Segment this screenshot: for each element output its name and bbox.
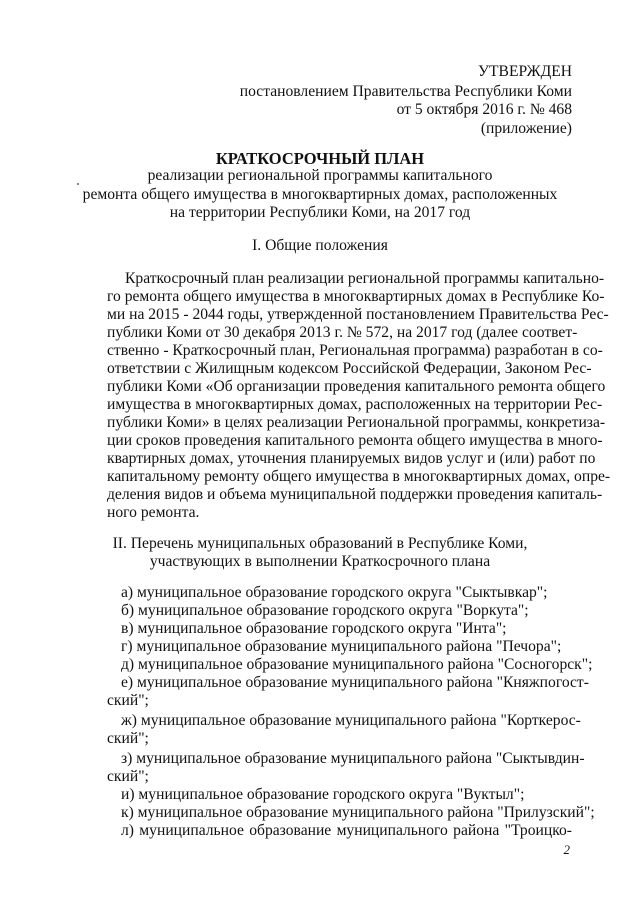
list-item-g: г) муниципальное образование муниципального района "Печора"; <box>121 638 562 655</box>
list-item-zh: ж) муниципальное образование муниципального района "Корткерос- <box>121 712 581 729</box>
list-item-l: л) муниципальное образование муниципального района "Троицко- <box>121 822 572 839</box>
list-item-v: в) муниципальное образование городского округа "Инта"; <box>121 620 507 637</box>
section-1-line-10: ции сроков проведения капитального ремонта общего имущества в много- <box>107 432 603 449</box>
list-item-b: б) муниципальное образование городского округа "Воркута"; <box>121 602 529 619</box>
list-item-a: а) муниципальное образование городского округа "Сыктывкар"; <box>121 584 548 601</box>
section-2-heading-line-1: II. Перечень муниципальных образований в Республике Коми, <box>112 535 528 552</box>
scan-speck <box>77 183 79 185</box>
section-1-line-3: ми на 2015 - 2044 годы, утвержденной постановлением Правительства Рес- <box>107 306 609 323</box>
approval-decree: постановлением Правительства Республики Коми <box>239 83 572 100</box>
list-item-z: з) муниципальное образование муниципального района "Сыктывдин- <box>121 750 585 767</box>
list-item-e-continued: ский"; <box>107 692 149 709</box>
document-title: КРАТКОСРОЧНЫЙ ПЛАН <box>215 149 425 168</box>
section-1-line-1: Краткосрочный план реализации региональной программы капитально- <box>125 270 605 287</box>
list-item-zh-continued: ский"; <box>107 730 149 747</box>
section-1-line-2: го ремонта общего имущества в многоквартирных домах в Республике Ко- <box>107 288 605 305</box>
document-subtitle-line-3: на территории Республики Коми, на 2017 год <box>169 204 471 221</box>
list-item-k: к) муниципальное образование муниципального района "Прилузский"; <box>121 804 595 821</box>
approval-stamp: УТВЕРЖДЕН <box>477 63 572 80</box>
list-item-d: д) муниципальное образование муниципального района "Сосногорск"; <box>121 656 593 673</box>
section-1-line-6: ответствии с Жилищным кодексом Российской Федерации, Законом Рес- <box>107 360 592 377</box>
section-1-line-8: имущества в многоквартирных домах, расположенных на территории Рес- <box>107 396 603 413</box>
approval-appendix: (приложение) <box>480 120 572 137</box>
section-1-line-12: капитальному ремонту общего имущества в многоквартирных домах, опре- <box>107 468 611 485</box>
list-item-z-continued: ский"; <box>107 768 149 785</box>
section-1-heading: I. Общие положения <box>252 237 388 254</box>
list-item-e: е) муниципальное образование муниципального района "Княжпогост- <box>121 674 589 691</box>
section-1-line-7: публики Коми «Об организации проведения капитального ремонта общего <box>107 378 606 395</box>
page-number: 2 <box>563 842 570 857</box>
document-subtitle-line-1: реализации региональной программы капитального <box>147 167 493 184</box>
approval-date: от 5 октября 2016 г. № 468 <box>396 101 572 118</box>
section-1-line-5: ственно - Краткосрочный план, Региональная программа) разработан в со- <box>107 342 603 359</box>
section-2-heading-line-2: участвующих в выполнении Краткосрочного плана <box>149 553 491 570</box>
section-1-line-9: публики Коми» в целях реализации Региональной программы, конкретиза- <box>107 414 606 431</box>
section-1-line-4: публики Коми от 30 декабря 2013 г. № 572, на 2017 год (далее соответ- <box>107 324 578 341</box>
section-1-line-11: квартирных домах, уточнения планируемых видов услуг и (или) работ по <box>107 450 596 467</box>
list-item-i: и) муниципальное образование городского округа "Вуктыл"; <box>121 786 525 803</box>
section-1-line-14: ного ремонта. <box>107 504 200 521</box>
document-subtitle-line-2: ремонта общего имущества в многоквартирных домах, расположенных <box>82 186 558 203</box>
section-1-line-13: деления видов и объема муниципальной поддержки проведения капиталь- <box>107 486 603 503</box>
